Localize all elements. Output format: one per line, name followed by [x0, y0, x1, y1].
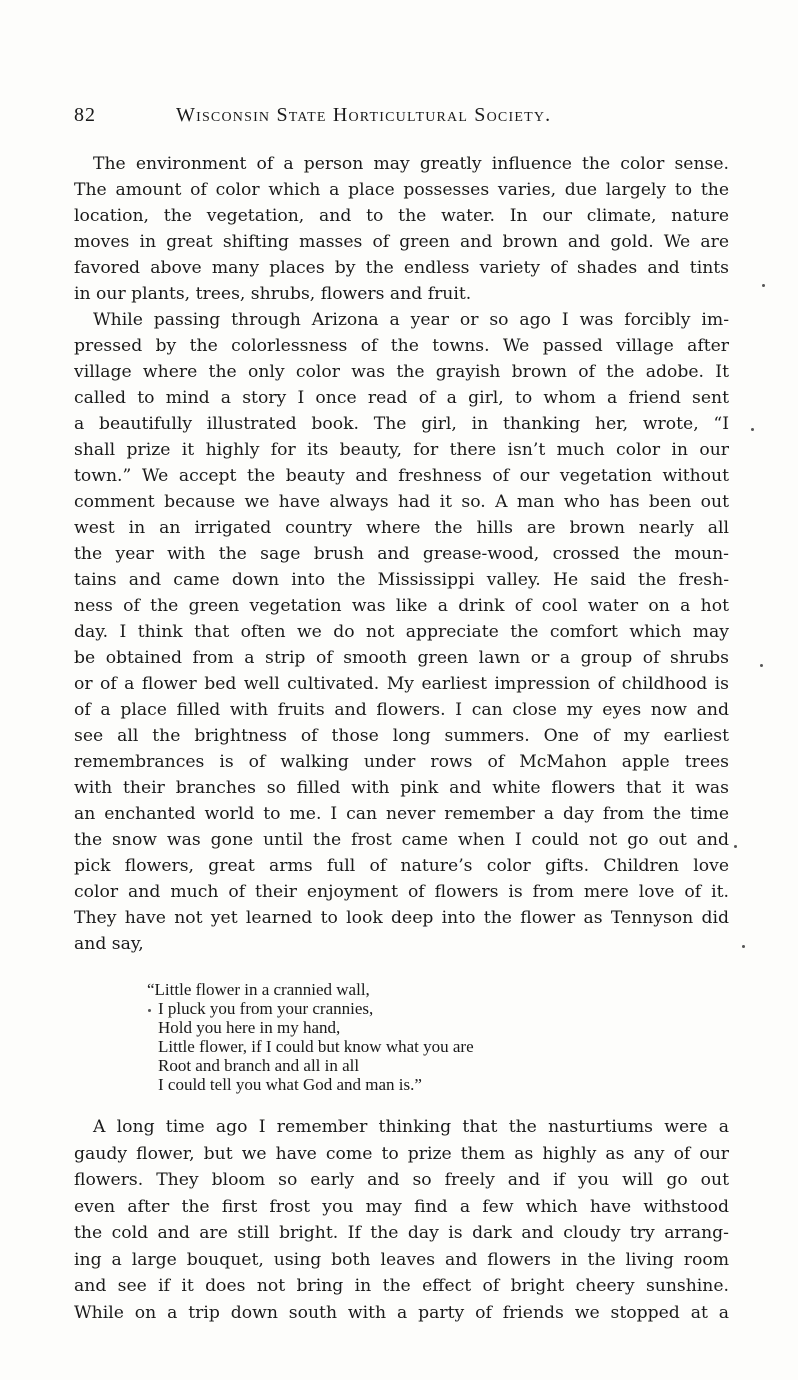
- poem-line: Little flower, if I could but know what you are: [158, 1037, 474, 1056]
- poem-line: “Little flower in a crannied wall,: [147, 980, 370, 999]
- page-number: 82: [74, 104, 96, 126]
- text-line: west in an irrigated country where the hills are brown nearly all: [74, 518, 729, 538]
- text-line: location, the vegetation, and to the water. In our climate, nature: [74, 206, 729, 226]
- main-text-block: [74, 151, 729, 957]
- text-line: a beautifully illustrated book. The girl, in thanking her, wrote, “I: [74, 414, 729, 434]
- text-line: the cold and are still bright. If the day is dark and cloudy try arrang-: [74, 1223, 729, 1243]
- text-line: the year with the sage brush and grease-wood, crossed the moun-: [74, 544, 729, 564]
- text-line: favored above many places by the endless variety of shades and tints: [74, 258, 729, 278]
- text-line: an enchanted world to me. I can never remember a day from the time: [74, 804, 729, 824]
- text-line: or of a flower bed well cultivated. My earliest impression of childhood is: [74, 674, 729, 694]
- poem-line: I pluck you from your crannies,: [158, 999, 374, 1018]
- poem-line: I could tell you what God and man is.”: [158, 1075, 422, 1094]
- scan-speck: [148, 1009, 151, 1012]
- poem-line: Root and branch and all in all: [158, 1056, 360, 1075]
- text-line: pressed by the colorlessness of the towns. We passed village after: [74, 336, 729, 356]
- text-line: of a place filled with fruits and flowers. I can close my eyes now and: [74, 700, 729, 720]
- text-line: The amount of color which a place possesses varies, due largely to the: [74, 180, 729, 200]
- text-line: town.” We accept the beauty and freshness of our vegetation without: [74, 466, 729, 486]
- text-line: with their branches so filled with pink and white flowers that it was: [74, 778, 729, 798]
- text-line: comment because we have always had it so. A man who has been out: [74, 492, 729, 512]
- text-line: in our plants, trees, shrubs, flowers and fruit.: [74, 284, 472, 304]
- text-line: While passing through Arizona a year or so ago I was forcibly im-: [93, 310, 729, 330]
- text-line: village where the only color was the grayish brown of the adobe. It: [74, 362, 729, 382]
- scan-speck: [742, 945, 745, 948]
- poem-quotation: [147, 980, 667, 1094]
- text-line: ness of the green vegetation was like a drink of cool water on a hot: [74, 596, 729, 616]
- text-line: They have not yet learned to look deep into the flower as Tennyson did: [74, 908, 729, 928]
- text-line: tains and came down into the Mississippi valley. He said the fresh-: [74, 570, 729, 590]
- text-line: pick flowers, great arms full of nature’s color gifts. Children love: [74, 856, 729, 876]
- text-line: flowers. They bloom so early and so freely and if you will go out: [74, 1170, 729, 1190]
- text-line: called to mind a story I once read of a girl, to whom a friend sent: [74, 388, 729, 408]
- text-line: gaudy flower, but we have come to prize them as highly as any of our: [74, 1143, 729, 1164]
- text-line: be obtained from a strip of smooth green lawn or a group of shrubs: [74, 648, 729, 668]
- text-line: A long time ago I remember thinking that the nasturtiums were a: [93, 1117, 729, 1137]
- running-title: Wisconsin State Horticultural Society.: [176, 104, 552, 126]
- scan-speck: [762, 284, 765, 287]
- text-line: the snow was gone until the frost came when I could not go out and: [74, 830, 729, 850]
- text-line: color and much of their enjoyment of flowers is from mere love of it.: [74, 882, 729, 902]
- scan-speck: [760, 664, 763, 667]
- scan-speck: [734, 845, 737, 848]
- text-line: and see if it does not bring in the effect of bright cheery sunshine.: [74, 1276, 729, 1296]
- text-line: even after the first frost you may find a few which have withstood: [74, 1196, 729, 1217]
- text-line: see all the brightness of those long summers. One of my earliest: [74, 726, 729, 746]
- text-line: and say,: [74, 934, 144, 954]
- text-line: ing a large bouquet, using both leaves and flowers in the living room: [74, 1249, 729, 1270]
- text-line: day. I think that often we do not appreciate the comfort which may: [74, 622, 729, 642]
- poem-line: Hold you here in my hand,: [158, 1018, 341, 1037]
- closing-text-block: [74, 1114, 729, 1326]
- text-line: shall prize it highly for its beauty, for there isn’t much color in our: [74, 440, 729, 460]
- page-header: [74, 104, 729, 134]
- text-line: While on a trip down south with a party of friends we stopped at a: [74, 1302, 729, 1323]
- text-line: remembrances is of walking under rows of McMahon apple trees: [74, 752, 729, 772]
- text-line: moves in great shifting masses of green and brown and gold. We are: [74, 232, 729, 252]
- text-line: The environment of a person may greatly influence the color sense.: [93, 154, 729, 174]
- scan-speck: [751, 428, 754, 431]
